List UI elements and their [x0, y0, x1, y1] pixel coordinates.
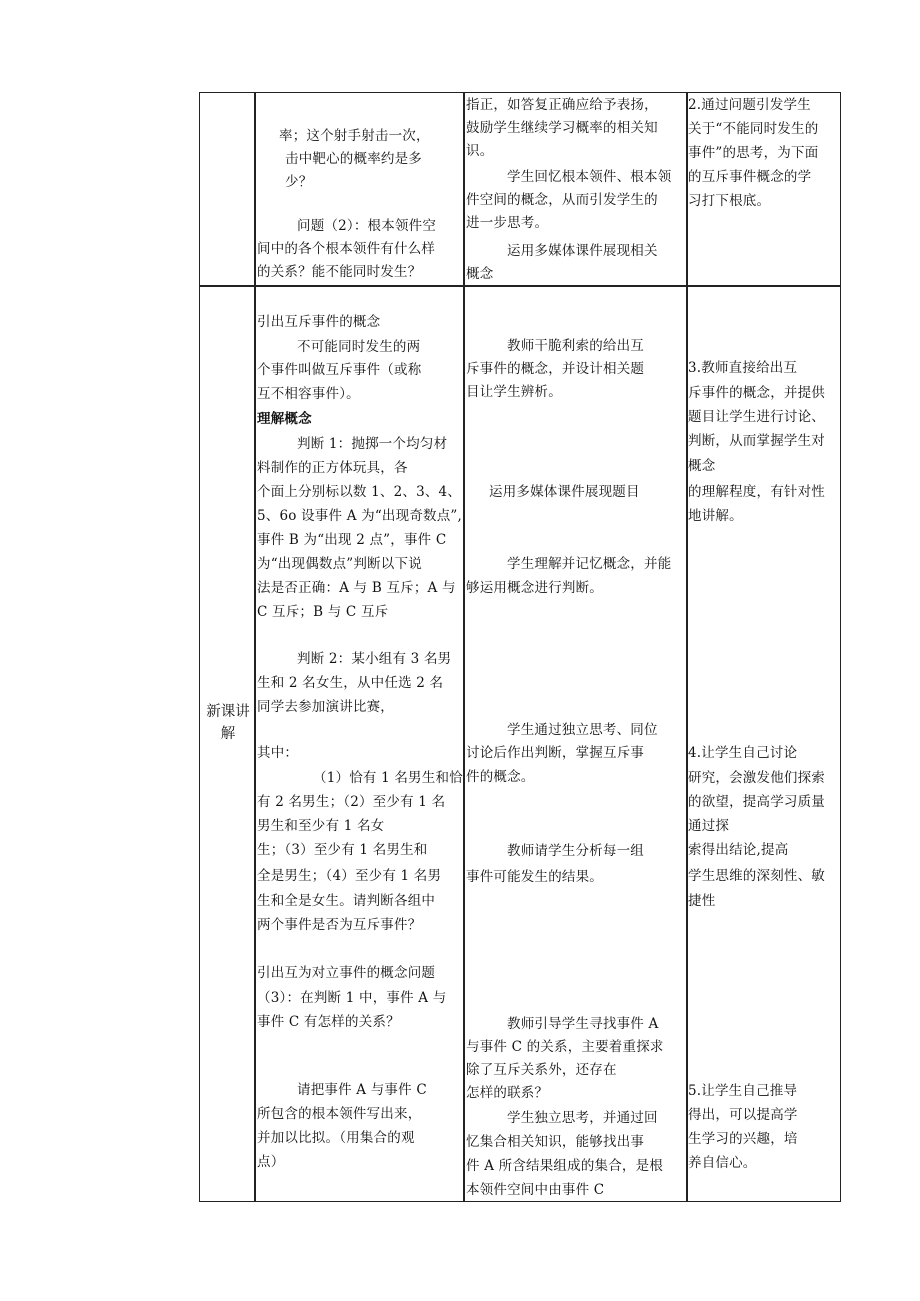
- text-line: 养自信心。: [688, 1155, 757, 1171]
- text-line: 不可能同时发生的两: [297, 339, 421, 355]
- text-line: 生学习的兴趣，培: [688, 1131, 798, 1147]
- text-line: 件 A 所含结果组成的集合，是根: [466, 1158, 664, 1174]
- text-line: 的欲望，提高学习质量: [688, 794, 825, 810]
- text-line: 地讲解。: [688, 508, 743, 524]
- text-line: 学生回忆根本领件、根本领: [507, 169, 672, 185]
- text-line: 4.让学生自己讨论: [688, 745, 798, 761]
- text-line: 识。: [466, 143, 494, 159]
- text-line: 个面上分别标以数 1、2、3、4、: [257, 484, 462, 500]
- text-line: 两个事件是否为互斥事件？: [257, 917, 422, 933]
- column-divider: [254, 93, 256, 1201]
- text-line: 判断，从而掌握学生对: [688, 433, 825, 449]
- text-line: 鼓励学生继续学习概率的相关知: [466, 120, 658, 136]
- text-line: 的互斥事件概念的学: [688, 169, 812, 185]
- text-line: 教师干脆利索的给出互: [507, 338, 644, 354]
- text-line: 怎样的联系？: [466, 1085, 549, 1101]
- text-line: C 互斥；B 与 C 互斥: [257, 604, 389, 620]
- text-line: 引出互为对立事件的概念问题: [257, 965, 436, 981]
- text-line: 关于“不能同时发生的: [688, 121, 819, 137]
- text-line: 件空间的概念，从而引发学生的: [466, 192, 658, 208]
- column-divider: [463, 93, 465, 1201]
- text-line: 3.教师直接给出互: [688, 360, 798, 376]
- text-line: 斥事件的概念，并设计相关题: [466, 361, 645, 377]
- text-line: （3）：在判断 1 中，事件 A 与: [257, 990, 447, 1006]
- text-line: 生；（3）至少有 1 名男生和: [257, 842, 428, 858]
- text-line: 5、6o 设事件 A 为“出现奇数点”,: [257, 508, 463, 524]
- text-line: 研究，会激发他们探索: [688, 770, 825, 786]
- text-line: 的关系？能不能同时发生？: [257, 264, 422, 280]
- text-line: 索得出结论,提高: [688, 842, 789, 858]
- text-line: 目让学生辨析。: [466, 384, 562, 400]
- text-line: 引出互斥事件的概念: [257, 314, 381, 330]
- text-line: 学生理解并记忆概念，并能: [507, 556, 672, 572]
- row-divider: [200, 285, 840, 287]
- text-line: 概念: [688, 458, 716, 474]
- text-line: 斥事件的概念，并提供: [688, 385, 825, 401]
- text-line: 男生和至少有 1 名女: [257, 818, 385, 834]
- text-line: 判断 2：某小组有 3 名男: [297, 651, 452, 667]
- text-line: 互不相容事件）。: [257, 386, 360, 402]
- text-line: 学生通过独立思考、同位: [507, 722, 658, 738]
- text-line: 个事件叫做互斥事件（或称: [257, 362, 422, 378]
- text-line: 习打下根底。: [688, 193, 771, 209]
- text-line: 运用多媒体课件展现题目: [489, 484, 640, 500]
- text-line: 5.让学生自己推导: [688, 1083, 798, 1099]
- text-line: 问题（2）：根本领件空: [297, 218, 437, 234]
- text-line: 忆集合相关知识，能够找出事: [466, 1134, 645, 1150]
- text-line: 教师请学生分析每一组: [507, 843, 644, 859]
- column-divider: [686, 93, 688, 1201]
- text-line: 料制作的正方体玩具，各: [257, 460, 408, 476]
- text-line: 学生思维的深刻性、敏: [688, 868, 825, 884]
- text-line: 教师引导学生寻找事件 A: [507, 1016, 659, 1032]
- text-line: 率；这个射手射击一次，: [279, 128, 430, 144]
- text-line: 通过探: [688, 818, 730, 834]
- text-line: 并加以比拟。（用集合的观: [257, 1130, 415, 1146]
- text-line: 所包含的根本领件写出来，: [257, 1106, 422, 1122]
- text-line: 其中：: [257, 745, 299, 761]
- text-line: 事件 B 为“出现 2 点”，事件 C: [257, 532, 447, 548]
- stage-label-line: 新课讲: [206, 704, 250, 720]
- text-line: 除了互斥关系外，还存在: [466, 1062, 617, 1078]
- text-line: （1）恰有 1 名男生和恰: [313, 770, 463, 786]
- text-line: 本领件空间中由事件 C: [466, 1182, 605, 1198]
- text-line: 生和全是女生。请判断各组中: [257, 893, 436, 909]
- text-line: 事件可能发生的结果。: [466, 869, 603, 885]
- text-line: 全是男生；（4）至少有 1 名男: [257, 868, 442, 884]
- text-line: 讨论后作出判断，掌握互斥事: [466, 745, 645, 761]
- text-line: 概念: [466, 266, 494, 282]
- text-line: 运用多媒体课件展现相关: [507, 243, 658, 259]
- stage-label-line: 解: [220, 726, 236, 742]
- text-line: 件的概念。: [466, 769, 535, 785]
- text-line: 生和 2 名女生，从中任选 2 名: [257, 675, 444, 691]
- text-line: 与事件 C 的关系，主要着重探求: [466, 1039, 664, 1055]
- text-line: 够运用概念进行判断。: [466, 580, 603, 596]
- text-line: 判断 1：抛掷一个均匀材: [297, 436, 448, 452]
- text-line: 为“出现偶数点”判断以下说: [257, 556, 422, 572]
- text-line: 法是否正确：A 与 B 互斥；A 与: [257, 580, 456, 596]
- text-line: 间中的各个根本领件有什么样: [257, 241, 436, 257]
- text-line: 少？: [285, 174, 313, 190]
- section-heading: 理解概念: [257, 411, 312, 427]
- text-line: 击中靶心的概率约是多: [285, 151, 422, 167]
- text-line: 的理解程度，有针对性: [688, 484, 825, 500]
- text-line: 事件 C 有怎样的关系？: [257, 1014, 400, 1030]
- text-line: 进一步思考。: [466, 215, 549, 231]
- text-line: 捷性: [688, 893, 716, 909]
- text-line: 指正，如答复正确应给予表扬，: [466, 97, 658, 113]
- text-line: 同学去参加演讲比赛，: [257, 699, 394, 715]
- text-line: 事件”的思考，为下面: [688, 145, 819, 161]
- text-line: 题目让学生进行讨论、: [688, 409, 825, 425]
- text-line: 有 2 名男生；（2）至少有 1 名: [257, 794, 446, 810]
- text-line: 得出，可以提高学: [688, 1107, 798, 1123]
- text-line: 点）: [257, 1154, 285, 1170]
- text-line: 学生独立思考，并通过回: [507, 1110, 658, 1126]
- text-line: 2.通过问题引发学生: [688, 97, 811, 113]
- text-line: 请把事件 A 与事件 C: [297, 1082, 427, 1098]
